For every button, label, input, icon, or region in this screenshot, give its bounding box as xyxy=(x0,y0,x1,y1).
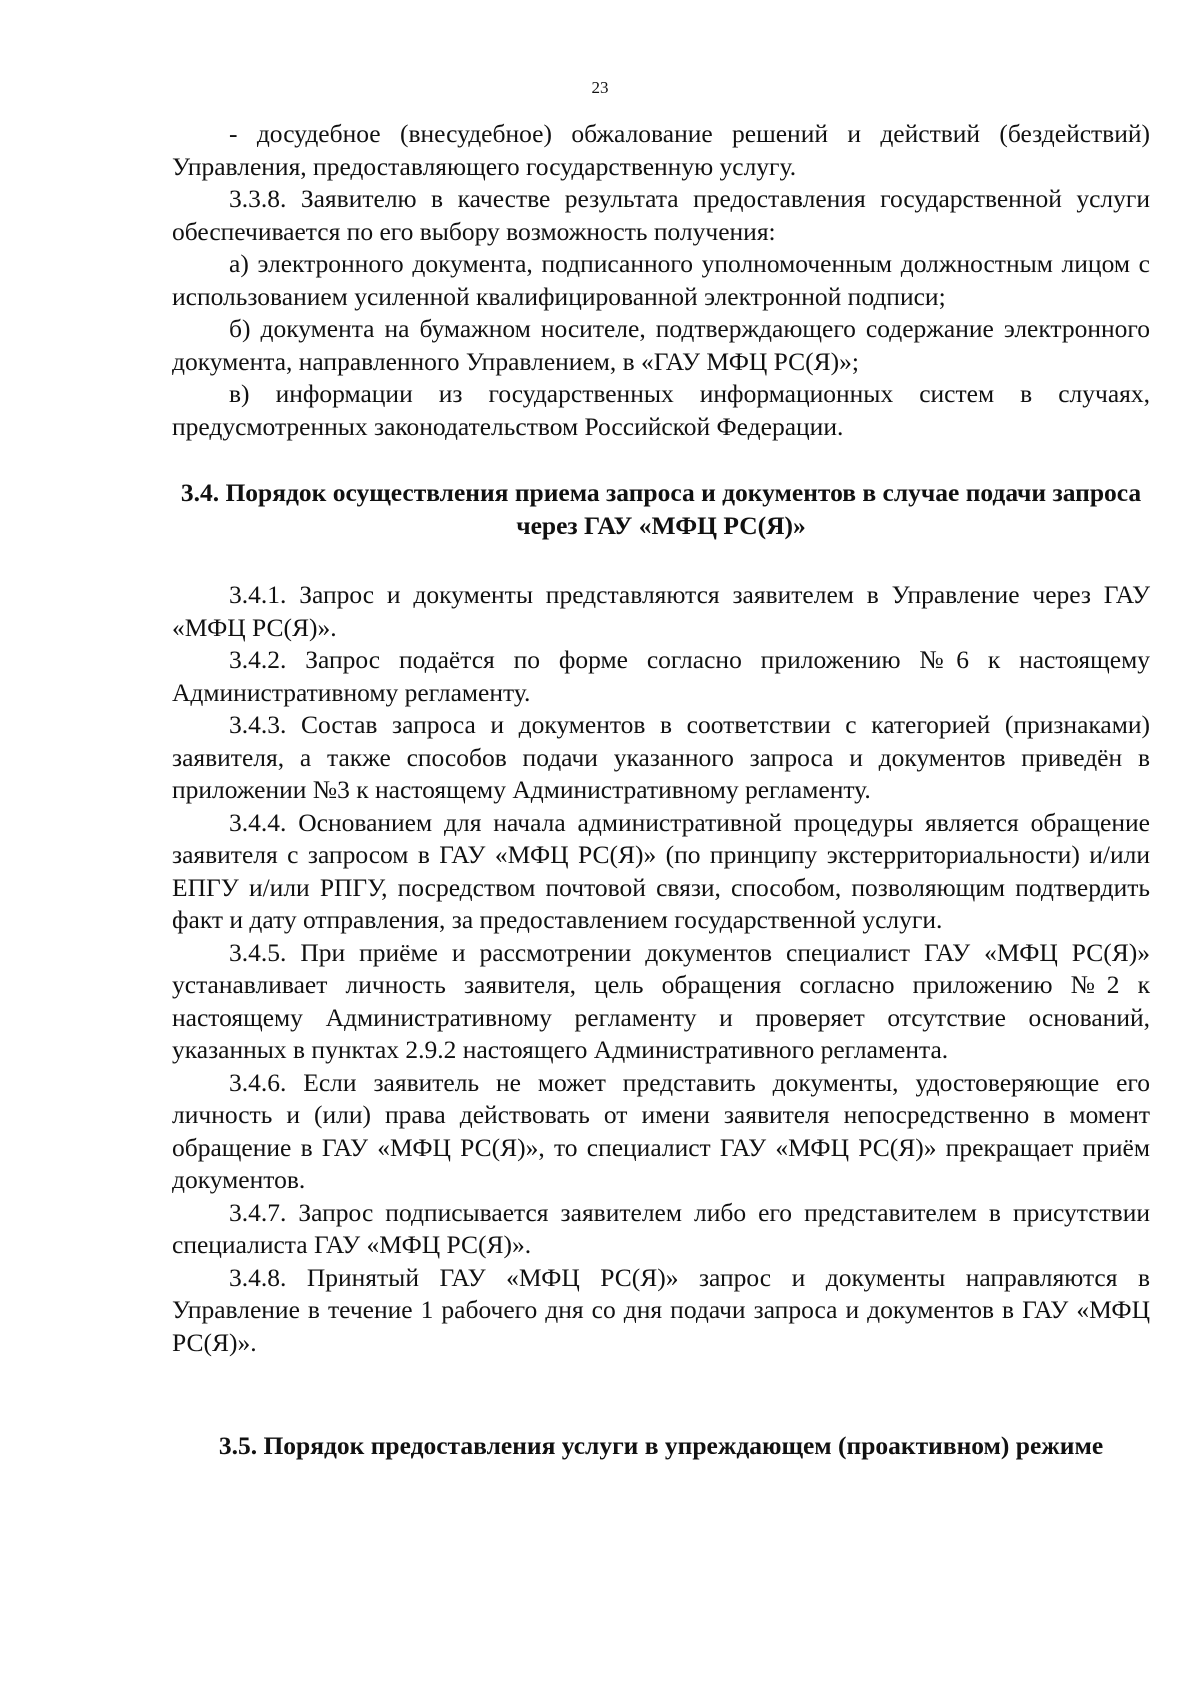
paragraph-3-4-6: 3.4.6. Если заявитель не может представить документы, удостоверяющие его личность и (или) права действовать от имени заявителя непосредственно в момент обращение в ГАУ «МФЦ РС(Я)», то специалист ГАУ «МФЦ РС(Я)» прекращает приём документов. xyxy=(172,1067,1150,1194)
paragraph-3-4-2: 3.4.2. Запрос подаётся по форме согласно приложению №6 к настоящему Административному регламенту. xyxy=(172,645,1150,707)
paragraph-3-4-4: 3.4.4. Основанием для начала административной процедуры является обращение заявителя с запросом в ГАУ «МФЦ РС(Я)» (по принципу экстерриториальности) и/или ЕПГУ и/или РПГУ, посредством почтовой связи, способом, позволяющим подтвердить факт и дату отправления, за предоставлением государственной услуги. xyxy=(172,807,1150,934)
paragraph-3-4-5: 3.4.5. При приёме и рассмотрении документов специалист ГАУ «МФЦ РС(Я)» устанавливает личность заявителя, цель обращения согласно приложению №2 к настоящему Административному регламенту и проверяет отсутствие оснований, указанных в пунктах 2.9.2 настоящего Административного регламента. xyxy=(172,937,1150,1064)
paragraph-appeal-item: - досудебное (внесудебное) обжалование решений и действий (бездействий) Управления, предоставляющего государственную услугу. xyxy=(172,119,1150,181)
paragraph-3-3-8-v: в) информации из государственных информационных систем в случаях, предусмотренных законодательством Российской Федерации. xyxy=(172,379,1150,441)
document-body xyxy=(172,118,1150,1462)
section-heading-3-5: 3.5. Порядок предоставления услуги в упреждающем (проактивном) режиме xyxy=(218,1431,1104,1460)
paragraph-3-3-8: 3.3.8. Заявителю в качестве результата предоставления государственной услуги обеспечивается по его выбору возможность получения: xyxy=(172,184,1150,246)
paragraph-3-3-8-a: а) электронного документа, подписанного уполномоченным должностным лицом с использованием усиленной квалифицированной электронной подписи; xyxy=(172,249,1150,311)
paragraph-3-4-7: 3.4.7. Запрос подписывается заявителем либо его представителем в присутствии специалиста ГАУ «МФЦ РС(Я)». xyxy=(172,1197,1150,1259)
paragraph-3-4-3: 3.4.3. Состав запроса и документов в соответствии с категорией (признаками) заявителя, а также способов подачи указанного запроса и документов приведён в приложении №3 к настоящему Административному регламенту. xyxy=(172,710,1150,804)
paragraph-3-4-1: 3.4.1. Запрос и документы представляются заявителем в Управление через ГАУ «МФЦ РС(Я)». xyxy=(172,580,1150,642)
section-heading-3-4: 3.4. Порядок осуществления приема запроса и документов в случае подачи запроса через ГАУ «МФЦ РС(Я)» xyxy=(180,478,1142,540)
paragraph-3-3-8-b: б) документа на бумажном носителе, подтверждающего содержание электронного документа, направленного Управлением, в «ГАУ МФЦ РС(Я)»; xyxy=(172,314,1150,376)
page-number: 23 xyxy=(591,78,609,97)
paragraph-3-4-8: 3.4.8. Принятый ГАУ «МФЦ РС(Я)» запрос и документы направляются в Управление в течение 1 рабочего дня со дня подачи запроса и документов в ГАУ «МФЦ РС(Я)». xyxy=(172,1262,1150,1357)
